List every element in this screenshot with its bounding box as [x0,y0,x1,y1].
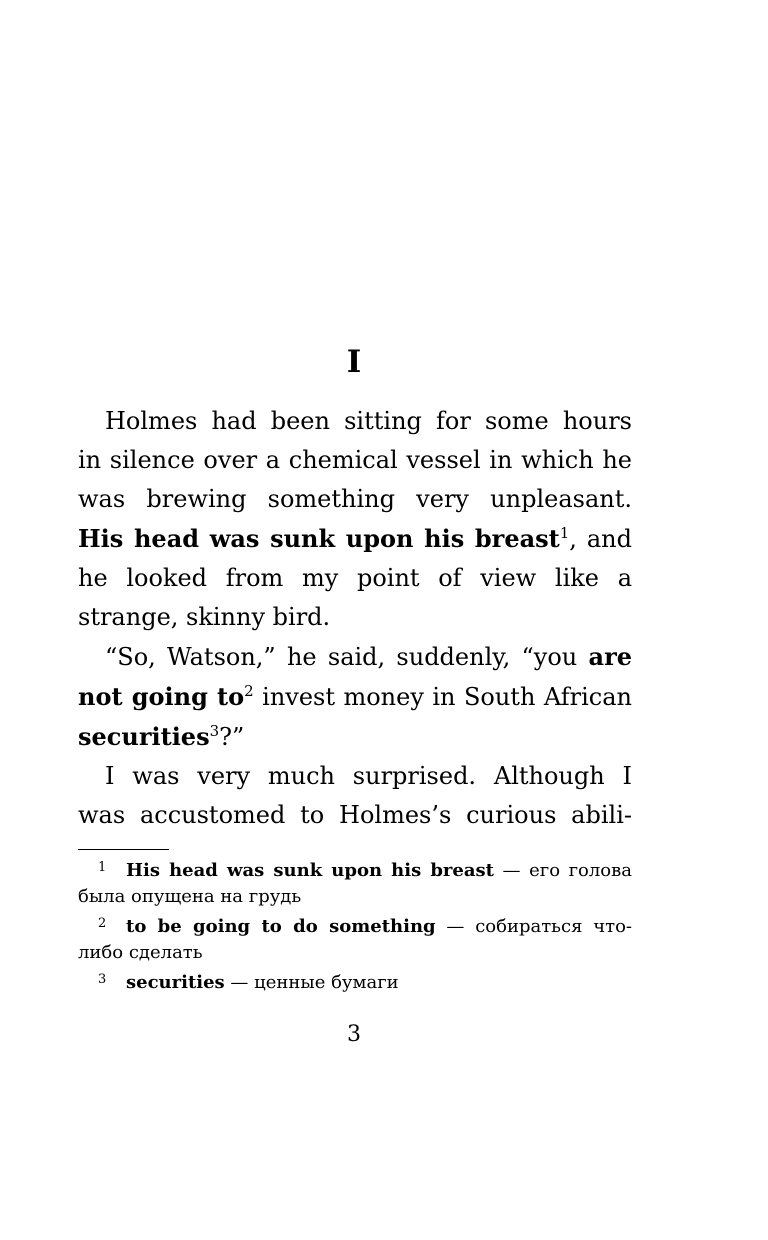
p1-line-1: Holmes had been sitting for some hours [105,407,632,435]
page-number: 3 [347,1022,361,1047]
chapter-title: I [346,344,362,380]
footnote-term: His head was sunk upon his breast [126,860,494,881]
footnote-3-line-1: 3 securities — ценные бумаги [98,972,399,993]
bold-phrase-1: His head was sunk upon his breast [78,524,560,553]
footnote-1 [78,858,632,910]
footnote-term: securities [126,972,225,993]
footnote-translation: ценные бумаги [254,972,399,993]
footnote-term: to be going to do something [126,916,436,937]
footnote-2 [78,914,632,966]
footnote-2-line-2: либо сделать [78,942,203,963]
footnote-ref-2: 2 [244,682,254,700]
footnotes [78,858,632,1000]
footnote-1-line-1: 1 His head was sunk upon his breast — его голова [98,860,632,881]
bold-phrase-3: securities [78,722,210,751]
p1-line-4 [78,519,632,559]
body-text [78,402,632,835]
p1-line-5: he looked from my point of view like a [78,564,632,592]
footnote-dash: — [435,916,476,937]
footnote-ref-1: 1 [559,524,570,542]
p1-line-2: in silence over a chemical vessel in which he [78,446,632,474]
footnote-ref-3: 3 [209,722,220,740]
p3-line-1: I was very much surprised. Although I [105,762,632,790]
p1-line-6: strange, skinny bird. [78,603,331,631]
p2-line-1-text: “So, Watson,” he said, suddenly, “you [105,643,578,671]
p3-line-2: was accustomed to Holmes’s curious abili- [78,801,632,829]
p2-line-3-rest: ?” [219,723,245,751]
p2-line-2 [78,677,632,717]
p1-line-4-rest: , and [569,525,632,553]
footnote-translation: собираться что- [475,916,632,937]
footnote-translation: его голова [529,860,632,881]
footnote-1-line-2: была опущена на грудь [78,886,302,907]
p2-line-3 [78,717,632,757]
p2-line-2-rest: invest money in South African [253,683,633,711]
footnote-divider [78,849,169,850]
p1-line-3: was brewing something very unpleasant. [78,485,632,513]
footnote-2-line-1: 2 to be going to do something — собираться что- [98,916,632,937]
p2-line-1 [78,637,632,677]
bold-phrase-2: not going to [78,682,245,711]
footnote-dash: — [224,972,255,993]
footnote-3 [78,970,632,996]
bold-word-are: are [588,642,632,671]
footnote-dash: — [493,860,530,881]
